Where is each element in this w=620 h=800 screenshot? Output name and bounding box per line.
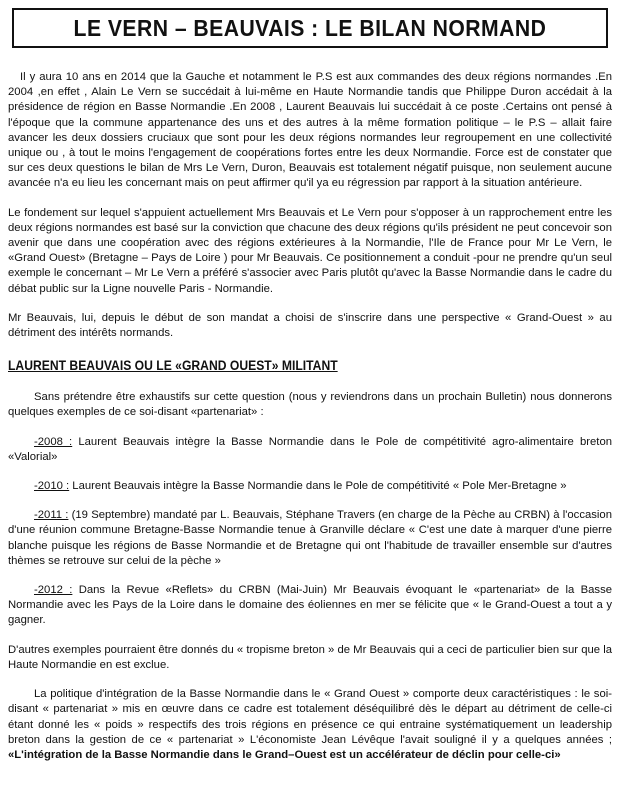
paragraph-examples-intro: Sans prétendre être exhaustifs sur cette question (nous y reviendrons dans un prochain Bulletin) nous donnerons quelques exemples de ce soi-disant «partenariat» : [8, 391, 612, 419]
example-year: -2012 : [34, 584, 73, 597]
paragraph-politique-text: La politique d'intégration de la Basse Normandie dans le « Grand Ouest » comporte deux caractéristiques : le soi-disant « partenariat » mis en œuvre dans ce cadre est totalement déséquilibré dès le départ au détriment de celle-ci étant donné les « poids » respectifs des trois régions en présence ce qui entraine systématiquement un leadership breton dans la gestion de ce « partenariat » L'économiste Jean Lévêque l'avait souligné il y a quelques années ; [8, 688, 612, 746]
example-item-2010 [8, 479, 612, 494]
title-box [12, 8, 608, 48]
example-year: -2010 : [34, 480, 70, 493]
example-item-2011 [8, 508, 612, 569]
example-text: Laurent Beauvais intègre la Basse Normandie dans le Pole de compétitivité agro-alimentaire breton «Valorial» [8, 435, 613, 463]
page-title: LE VERN – BEAUVAIS : LE BILAN NORMAND [73, 14, 547, 41]
paragraph-fondement: Le fondement sur lequel s'appuient actuellement Mrs Beauvais et Le Vern pour s'opposer à un rapprochement entre les deux régions normandes est basé sur la conviction que chacune des deux régions qu'ils président ne peut concevoir son avenir que dans une coopération avec des régions extérieures à la Normandie, l'Ile de France pour Mr Le Vern, le «Grand Ouest» (Bretagne – Pays de Loire ) pour Mr Beauvais. Ce positionnement a conduit -pour ne prendre qu'un seul exemple le concernant – Mr Le Vern a préféré s'associer avec Paris plutôt qu'avec la Basse Normandie dans le cadre du débat public sur la Ligne nouvelle Paris - Normandie. [8, 206, 612, 295]
paragraph-intro: Il y aura 10 ans en 2014 que la Gauche et notamment le P.S est aux commandes des deux régions normandes .En 2004 ,en effet , Alain Le Vern se succédait à lui-même en Haute Normandie tandis que Philippe Duron accédait à la présidence de région en Basse Normandie .En 2008 , Laurent Beauvais lui succédait à ce poste .Certains ont pensé à l'époque que la commune appartenance des uns et des autres à la même formation politique – le P.S – allait faire avancer les deux dossiers cruciaux que sont pour les deux régions normandes leur regroupement en une collectivité unique ou , à tout le moins l'engagement de coopérations fortes entre les deux Normandie. Force est de constater que sur ces deux questions le bilan de Mrs Le Vern, Duron, Beauvais est totalement négatif puisque, non seulement aucune avancée n'a eu lieu les concernant mais on peut affirmer qu'il ya eu régression par rapport à la situation antérieure. [8, 71, 612, 190]
example-text: Laurent Beauvais intègre la Basse Normandie dans le Pole de compétitivité « Pole Mer-Bretagne » [69, 480, 567, 493]
paragraph-politique [8, 687, 612, 763]
example-text: Dans la Revue «Reflets» du CRBN (Mai-Juin) Mr Beauvais évoquant le «partenariat» de la Basse Normandie avec les Pays de la Loire dans le domaine des éoliennes en mer se félicite que « le Grand-Ouest a tout a y gagner. [8, 584, 612, 627]
example-year: -2011 : [34, 509, 69, 522]
paragraph-tropisme: D'autres exemples pourraient être donnés du « tropisme breton » de Mr Beauvais qui a ceci de particulier bien sur que la Haute Normandie en est exclue. [8, 643, 612, 671]
paragraph-beauvais-mandat: Mr Beauvais, lui, depuis le début de son mandat a choisi de s'inscrire dans une perspective « Grand-Ouest » au détriment des intérêts normands. [8, 311, 612, 340]
paragraph-politique-quote: «L'intégration de la Basse Normandie dans le Grand–Ouest est un accélérateur de déclin pour celle-ci» [8, 748, 561, 761]
example-item-2008 [8, 435, 612, 465]
section-heading: LAURENT BEAUVAIS OU LE «GRAND OUEST» MILITANT [8, 358, 338, 374]
example-text: (19 Septembre) mandaté par L. Beauvais, Stéphane Travers (en charge de la Pèche au CRBN) à l'occasion d'une réunion commune Bretagne-Basse Normandie tenue à Granville déclare « C'est une date à marquer d'une pierre blanche puisque les régions de Basse Normandie et de Bretagne qui ont l'habitude de travailler ensemble sur d'autres thèmes se retrouve sur celui de la pèche » [8, 509, 612, 567]
example-item-2012 [8, 583, 612, 629]
example-year: -2008 : [34, 435, 73, 448]
